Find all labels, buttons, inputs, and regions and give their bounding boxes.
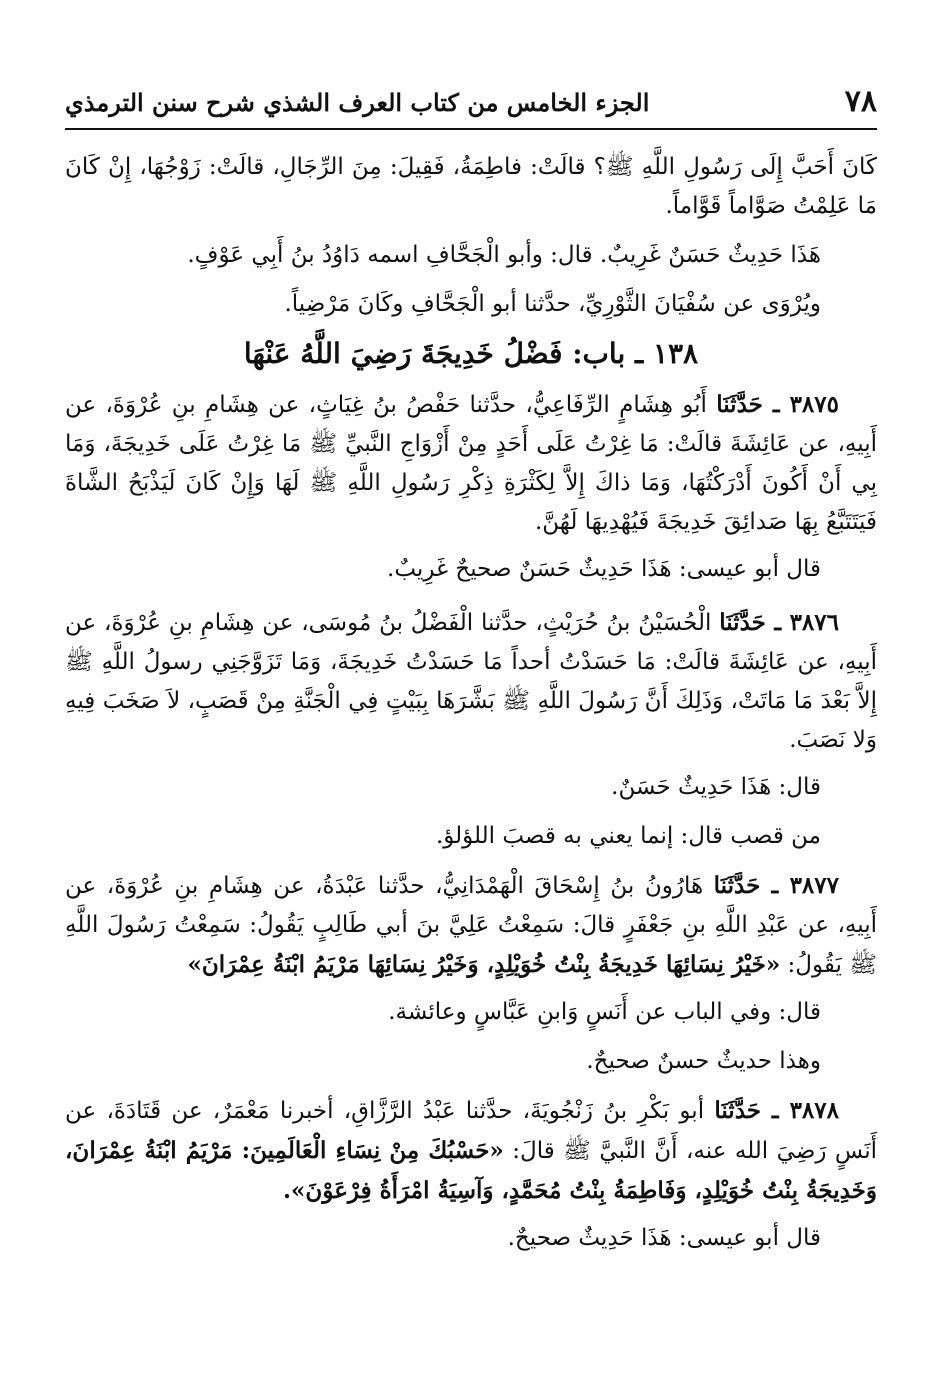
grading-note: هَذَا حَدِيثٌ حَسَنٌ غَرِيبٌ. قال: وأبو الْجَحَّافِ اسمه دَاوُدُ بنُ أَبِي عَوْفٍ. xyxy=(187,242,821,268)
hadith-grade: وهذا حديثٌ حسنٌ صحيحٌ. xyxy=(586,1048,821,1074)
hadith-number: ٣٨٧٥ ـ حَدَّثَنَا xyxy=(716,391,839,418)
page-header xyxy=(65,84,877,130)
explanation-note: من قصب قال: إنما يعني به قصبَ اللؤلؤ. xyxy=(435,823,821,849)
continuation-paragraph: كَانَ أَحَبَّ إِلَى رَسُولِ اللَّهِ ﷺ؟ قالَتْ: فاطِمَةُ، فَقِيلَ: مِنَ الرِّجَالِ، قالَتْ: زَوْجُهَا، إِنْ كَانَ مَا عَلِمْتُ صَوَّاماً قَوَّاماً. xyxy=(65,154,877,219)
hadith-grade: قال: هَذَا حَدِيثٌ حَسَنٌ. xyxy=(611,774,821,800)
hadith-number: ٣٨٧٨ ـ حَدَّثَنَا xyxy=(714,1097,839,1124)
hadith-3875 xyxy=(65,385,877,542)
chapter-references: قال: وفي الباب عن أَنَسٍ وَابنِ عَبَّاسٍ وعائشة. xyxy=(388,999,821,1025)
hadith-grade: قال أبو عيسى: هَذَا حَدِيثٌ حَسَنٌ صحيحٌ غَرِيبٌ. xyxy=(387,556,821,582)
hadith-3878 xyxy=(65,1091,877,1211)
hadith-number: ٣٨٧٦ ـ حَدَّثَنَا xyxy=(719,609,839,636)
page-content xyxy=(65,148,877,1268)
prophetic-quote: «حَسْبُكَ مِنْ نِسَاءِ الْعَالَمِينَ: مَرْيَمُ ابْنَةُ عِمْرَانَ، وَخَدِيجَةُ بِنْتُ خُوَيْلِدٍ، وَفَاطِمَةُ بِنْتُ مُحَمَّدٍ، وَآسِيَةُ امْرَأَةُ فِرْعَوْنَ». xyxy=(65,1137,877,1204)
hadith-number: ٣٨٧٧ ـ حَدَّثَنَا xyxy=(713,872,839,899)
chapter-heading: ١٣٨ ـ باب: فَضْلُ خَدِيجَةَ رَضِيَ اللَّهُ عَنْهَا xyxy=(243,337,699,370)
narration-note: ويُرْوَى عن سُفْيَانَ الثَّوْرِيِّ، حدَّثنا أبو الْجَحَّافِ وكَانَ مَرْضِياً. xyxy=(284,291,821,317)
hadith-text: الْحُسَيْنُ بنُ حُرَيْثٍ، حدَّثنا الْفَضْلُ بنُ مُوسَى، عن هِشَامِ بنِ عُرْوَةَ، عن أَبِيهِ، عن عَائِشَةَ قالَتْ: مَا حَسَدْتُ أحداً مَا حَسَدْتُ خَدِيجَةَ، وَمَا تَزَوَّجَنِي رسولُ اللَّهِ ﷺ إِلاَّ بَعْدَ مَا مَاتَتْ، وَذَلِكَ أَنَّ رَسُولَ اللَّهِ ﷺ بَشَّرَهَا بِبَيْتٍ فِي الْجَنَّةِ مِنْ قَصَبٍ، لاَ صَخَبَ فِيهِ وَلا نَصَبَ. xyxy=(65,610,877,753)
hadith-3876 xyxy=(65,603,877,760)
hadith-text: هَارُونُ بنُ إِسْحَاقَ الْهَمْدَانِيُّ، حدَّثنا عَبْدَةُ، عن هِشَامِ بنِ عُرْوَةَ، عن أَبِيهِ، عن عَبْدِ اللَّهِ بنِ جَعْفَرٍ قالَ: سَمِعْتُ عَلِيَّ بنَ أبي طَالِبٍ يَقُولُ: سَمِعْتُ رَسُولَ اللَّهِ ﷺ يَقُولُ: xyxy=(65,873,877,978)
hadith-3877 xyxy=(65,866,877,985)
running-title: الجزء الخامس من كتاب العرف الشذي شرح سنن الترمذي xyxy=(65,88,650,117)
hadith-text: أَبُو هِشَامٍ الرِّفَاعِيُّ، حدَّثنا حَفْصُ بنُ غِيَاثٍ، عن هِشَامِ بنِ عُرْوَةَ، عن أَبِيهِ، عن عَائِشَةَ قالَتْ: مَا غِرْتُ عَلَى أَحَدٍ مِنْ أَزْوَاجِ النَّبيِّ ﷺ مَا غِرْتُ عَلَى خَدِيجَةَ، وَمَا بِي أَنْ أَكُونَ أَدْرَكْتُهَا، وَمَا ذاكَ إِلاَّ لِكَثْرَةِ ذِكْرِ رَسُولِ اللَّهِ ﷺ لَهَا وَإِنْ كَانَ لَيَذْبَحُ الشَّاةَ فَيَتَتَبَّعُ بِهَا صَدائِقَ خَدِيجَةَ فَيُهْدِيهَا لَهُنَّ. xyxy=(65,392,877,535)
hadith-text: أبو بَكْرِ بنُ زَنْجُويَةَ، حدَّثنا عَبْدُ الرَّزَّاقِ، أخبرنا مَعْمَرٌ، عن قَتَادَةَ، عن أَنَسٍ رَضِيَ الله عنه، أَنَّ النَّبيَّ ﷺ قالَ: xyxy=(65,1098,878,1164)
page-number: ٧٨ xyxy=(844,84,877,119)
hadith-grade: قال أبو عيسى: هَذَا حَدِيثٌ صحيحٌ. xyxy=(507,1225,821,1251)
prophetic-quote: «خَيْرُ نِسَائِهَا خَدِيجَةُ بِنْتُ خُوَيْلِدٍ، وَخَيْرُ نِسَائِهَا مَرْيَمُ ابْنَةُ عِمْرَانَ» xyxy=(187,951,781,978)
